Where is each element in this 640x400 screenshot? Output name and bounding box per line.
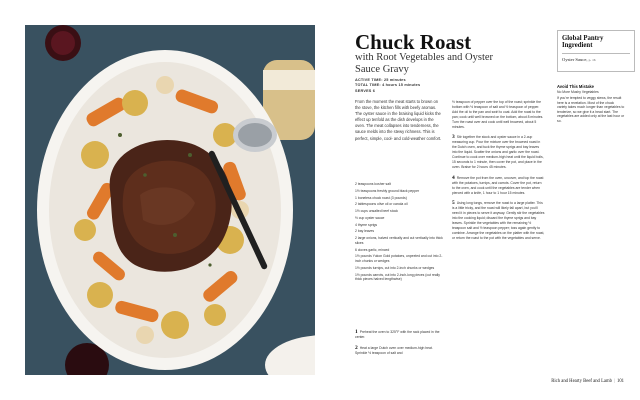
ingredient-item: 6 cloves garlic, minced: [355, 247, 390, 252]
mistake-sidebar: [557, 84, 625, 123]
ingredient-item: 2 large onions, halved vertically and cut vertically into thick slices: [355, 236, 443, 245]
page-number: 101: [616, 379, 624, 384]
chuck-roast-photo: [25, 25, 315, 375]
page-footer: [551, 379, 624, 384]
servings: SERVES 6: [355, 88, 376, 93]
recipe-step: [452, 176, 545, 196]
ingredient-item: 1½ pounds carrots, cut into 2-inch-long pieces (cut really thick pieces halved lengthwise): [355, 272, 440, 282]
pantry-ingredient-name: Oyster Sauce,: [562, 56, 588, 62]
step-text: Remove the pot from the oven, uncover, and top the roast with the potatoes, turnips, and carrots. Cover the pot, return to the oven, and cook until the vegetables are tender when pierced with a knife, 1 hour to 1 hour 15 minutes.: [452, 175, 544, 195]
ingredient-item: 1½ teaspoons freshly ground black pepper: [355, 188, 420, 193]
ingredient-item: 1½ cups unsalted beef stock: [355, 209, 398, 214]
step-text: Preheat the oven to 325°F with the rack placed in the center.: [355, 330, 440, 339]
ingredient-item: 2 bay leaves: [355, 229, 375, 234]
footer-separator: |: [614, 379, 615, 384]
recipe-intro: From the moment the meat starts to brown on the stove, the kitchen fills with beefy aromas. The oyster sauce in the braising liquid kicks the effect up tenfold as the dish develops in the oven. The meat collapses into tenderness, the sauce melds into the stewy richness. This is perfect, simple, cool- and cold-weather comfort.: [355, 99, 442, 141]
ingredient-item: 2 tablespoons olive oil or canola oil: [355, 202, 408, 207]
step-text: Stir together the stock and oyster sauce in a 2-cup measuring cup. Pour the mixture over the browned roast in the Dutch oven, and tuck the thyme sprigs and bay leaves into the liquid. Scatter the onions and garlic over the roast. Continue to cook over medium-high heat until the liquid boils, 15 seconds to 1 minute, then cover the pot, and place in the oven. Braise for 2 hours 45 minutes.: [452, 135, 544, 169]
ingredient-item: 1½ pounds turnips, cut into 2-inch chunks or wedges: [355, 265, 435, 270]
mistake-text: If you're tempted to veggy stews, the result here is a revelation. Most of the chuck variety takes much longer than vegetables to tenderize, so we give it a head start. The vegetables are added only at the last hour or so.: [557, 96, 625, 123]
pantry-divider: [562, 53, 630, 54]
ingredient-item: 2 teaspoons kosher salt: [355, 182, 391, 186]
pantry-page-ref: p. 16: [588, 57, 596, 62]
recipe-step: [452, 201, 545, 240]
step-number: 2: [355, 344, 358, 351]
pantry-ingredient: [562, 57, 630, 62]
mistake-title: Avoid This Mistake: [557, 84, 594, 89]
step-number: 5: [452, 200, 455, 207]
ingredient-item: 1 boneless chuck roast (3 pounds): [355, 195, 407, 200]
recipe-step: [452, 100, 545, 129]
ingredient-item: ½ cup oyster sauce: [355, 215, 385, 220]
step-text: ½ teaspoon of pepper over the top of the roast; sprinkle the bottom with ½ teaspoon of salt and ½ teaspoon of pepper. Add the oil to the pan and swirl to coat. Add the roast to the pan; cook until well browned on the bottom, about 8 minutes. Turn the roast over and cook until well browned, about 5 minutes.: [452, 100, 544, 129]
steps-column-2: [452, 100, 545, 247]
ingredient-item: 1½ pounds Yukon Gold potatoes, unpeeled and cut into 2-inch chunks or wedges: [355, 254, 443, 263]
recipe-step: [355, 346, 443, 356]
step-text: Heat a large Dutch oven over medium-high heat. Sprinkle ½ teaspoon of salt and: [355, 345, 433, 355]
recipe-subtitle: with Root Vegetables and Oyster Sauce Gravy: [355, 52, 494, 75]
mistake-subtitle: No More Mushy Vegetables: [557, 90, 599, 94]
recipe-meta: [355, 78, 420, 94]
pantry-title: Global Pantry Ingredient: [562, 35, 604, 50]
step-number: 3: [452, 134, 455, 141]
steps-column-1: [355, 330, 443, 362]
recipe-step: [355, 330, 443, 340]
footer-section: Rich and Hearty Beef and Lamb: [551, 379, 613, 384]
ingredient-list: [355, 182, 443, 284]
step-number: 4: [452, 174, 455, 181]
recipe-title: Chuck Roast: [355, 30, 472, 54]
step-text: Using long tongs, remove the roast to a large platter. This is a little tricky, and the roast will likely fall apart, but you'll need it in pieces to serve it anyway. Gently stir the vegetables into the cooking liquid; discard the thyme sprigs and bay leaves. Sprinkle the vegetables with the remaining ½ teaspoon salt and ½ teaspoon pepper; toss again gently to combine. Arrange the vegetables on the platter with the roast, or return the roast to the pot with the vegetables and serve.: [452, 201, 545, 240]
active-time: ACTIVE TIME: 25 minutes: [355, 78, 406, 82]
pantry-box: [557, 30, 635, 72]
step-number: 1: [355, 329, 358, 335]
total-time: TOTAL TIME: 4 hours 15 minutes: [355, 83, 421, 88]
ingredient-item: 4 thyme sprigs: [355, 222, 378, 227]
recipe-step: [452, 135, 545, 169]
